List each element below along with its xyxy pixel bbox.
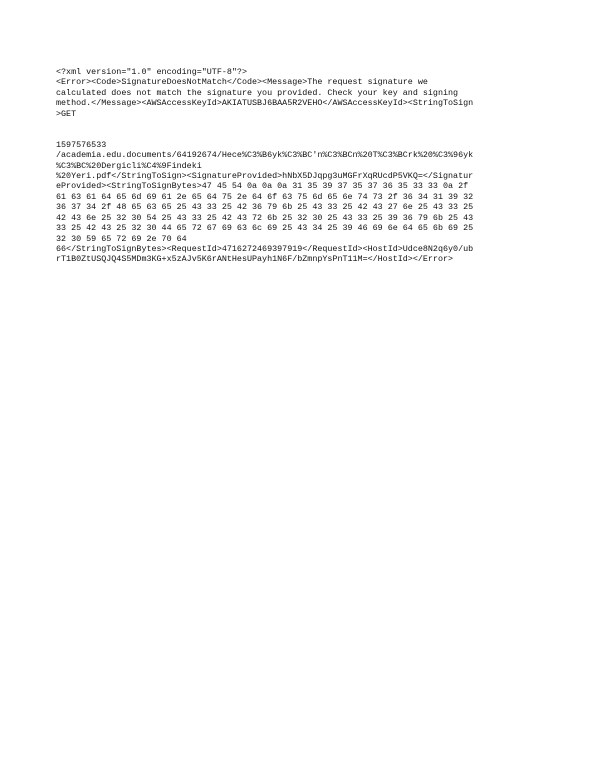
document-line: 42 43 6e 25 32 30 54 25 43 33 25 42 43 72 6b 25 32 30 25 43 33 25 39 36 79 6b 25 43 (56, 212, 474, 223)
xml-error-text (56, 67, 548, 265)
xml-error-document (56, 67, 548, 265)
document-line: 36 37 34 2f 48 65 63 65 25 43 33 25 42 36 79 6b 25 43 33 25 42 43 27 6e 25 43 33 25 (56, 202, 474, 213)
document-line: 61 63 61 64 65 6d 69 61 2e 65 64 75 2e 64 6f 63 75 6d 65 6e 74 73 2f 36 34 31 39 32 (56, 191, 474, 202)
document-line: /academia.edu.documents/64192674/Hece%C3%B6yk%C3%BC'n%C3%BCn%20T%C3%BCrk%20%C3%96yk (56, 150, 474, 161)
document-line: >GET (56, 108, 77, 119)
document-line: 66</StringToSignBytes><RequestId>4716272469397919</RequestId><HostId>Udce8N2q6y0/ub (56, 243, 474, 254)
document-line: calculated does not match the signature you provided. Check your key and signing (56, 87, 459, 98)
document-line: 32 30 59 65 72 69 2e 70 64 (56, 233, 187, 244)
document-line: 33 25 42 43 25 32 30 44 65 72 67 69 63 6c 69 25 43 34 25 39 46 69 6e 64 65 6b 69 25 (56, 223, 474, 234)
document-line: %C3%BC%20Dergicli%C4%9Findeki (56, 160, 202, 171)
document-line: <?xml version="1.0" encoding="UTF-8"?> (56, 67, 247, 77)
document-line: method.</Message><AWSAccessKeyId>AKIATUSBJ6BAA5R2VEHO</AWSAccessKeyId><StringToSign (56, 98, 474, 109)
document-line: <Error><Code>SignatureDoesNotMatch</Code><Message>The request signature we (56, 77, 428, 88)
document-line: 1597576533 (56, 139, 107, 150)
document-line: rT1B0ZtUSQJQ4S5MDm3KG+x5zAJv5K6rANtHesUPayh1N6F/bZmnpYsPnT11M=</HostId></Error> (56, 254, 454, 265)
document-line: %20Yeri.pdf</StringToSign><SignatureProvided>hNbX5DJqpg3uMGFrXqRUcdP5VKQ=</Signatur (56, 171, 474, 182)
document-line: eProvided><StringToSignBytes>47 45 54 0a 0a 0a 31 35 39 37 35 37 36 35 33 33 0a 2f (56, 181, 469, 192)
